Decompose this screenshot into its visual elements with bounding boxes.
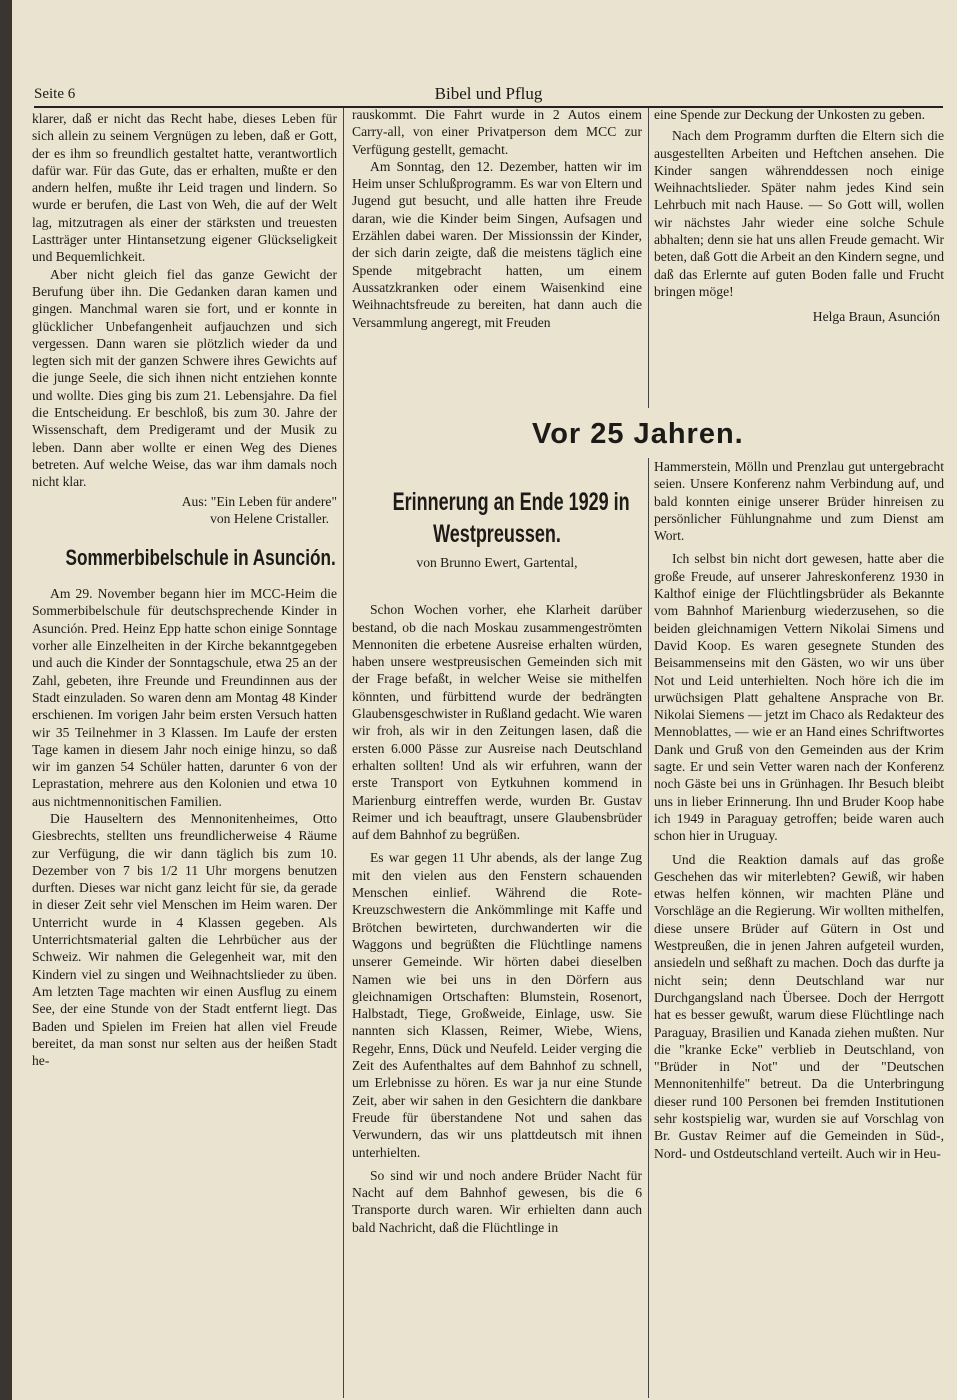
publication-title: Bibel und Pflug [434,84,543,103]
article-subheadline: Westpreussen. [433,520,561,548]
paragraph: Aber nicht gleich fiel das ganze Gewicht der Berufung über ihn. Die Gedanken daran kamen und gingen. Manchmal waren sie fort, und er konnte in glücklicher Unbefangenheit aufjauchzen und sich vergessen. Dann waren sie plötzlich wieder da und legten sich mit der ganzen Schwere ihres Gewichts auf die junge Seele, die sich ihnen nicht entziehen konnte und wollte. Dies ging bis zum 21. Lebensjahre. Da fiel die Entscheidung. Er beschloß, bis zum 30. Jahre der Wissenschaft, dem Predigeramt und der Musik zu leben. Dann aber wollte er einen Weg des Dienes betreten. Auf welche Weise, das war ihm damals noch nicht klar. [32,266,337,490]
paragraph: Es war gegen 11 Uhr abends, als der lange Zug mit den vielen aus den Fenstern schauenden Menschen einlief. Während die Rote-Kreuzschwestern die Ankömmlinge mit Kaffe und Brötchen bewirteten, durchwanderten wir die Waggons und begrüßten die Flüchtlinge namens unserer Gemeinde. Wir hörten dabei dieselben Namen wie bei uns in den Dörfern aus gleichnamigen Ortschaften: Blumstein, Rosenort, Halbstadt, Tiege, Großweide, Einlage, usw. Sie nannten sich Klassen, Reimer, Wiebe, Wiens, Regehr, Enns, Dück und Neufeld. Leider verging die Zeit des Aufenthaltes auf dem Bahnhof zu schnell, um Erlebnisse zu hören. Es war ja nur eine Stunde Zeit, aber wir sahen in den Gesichtern die dankbare Freude für überstandene Not und sahen das Verwundern, das wir uns plattdeutsch mit ihnen unterhielten. [352,850,642,1160]
paragraph: Ich selbst bin nicht dort gewesen, hatte aber die große Freude, auf unserer Jahreskonferenz 1930 in Kalthof einige der Flüchtlingsbrüder als Bekannte vom Bahnhof Marienburg wiederzusehen, so die beiden gleichnamigen Vettern Nikolai Simens und David Koop. Es waren gesegnete Stunden des Beisammenseins mit den Gästen, wo wir uns über Not und Leid unterhielten. Noch höre ich die im urwüchsigen Platt gehaltene Ansprache von Br. Nikolai Siemens — jetzt im Chaco als Redakteur des Mennoblattes, — wie er an Hand eines Schriftwortes Dank und Gruß von den Gemeinden aus der Krim sagte. Er und sein Vetter waren nach der Konferenz noch Gäste bei uns in Grünhagen. Ihr Besuch bleibt uns in lieber Erinnerung. Ihn und Bruder Koop habe ich 1949 in Paraguay getroffen; beide waren auch schon hier in Uruguay. [654,551,944,844]
column-divider-2-bottom [648,458,649,1398]
column-3 [654,106,944,326]
paragraph: Hammerstein, Mölln und Prenzlau gut untergebracht seien. Unsere Konferenz nahm Verbindung auf, und bald konnten einige unserer Brüder hinreisen zu persönlicher Fühlungnahme und zum Dienst am Wort. [654,459,944,544]
paragraph: Und die Reaktion damals auf das große Geschehen das wir miterlebten? Gewiß, wir haben etwas helfen können, wir machten Pläne und Vorschläge an die Regierung. Wir wollten mithelfen, diese unsere Brüder auf Gütern in Ost und Westpreußen, die in jenen Jahren aufgeteil wurden, ansiedeln und seßhaft zu machen. Doch das durfte ja nicht sein; denn Deutschland war nur Durchgangsland nach Übersee. Doch der Herrgott hat es besser gewußt, warum diese Flüchtlinge nach Paraguay, Brasilien und Kanada ziehen mußten. Nur die "kranke Ecke" verblieb in Deutschland, von "Brüder in Not" und der "Deutschen Mennonitenhilfe" betreut. Da die Unterbringung dieser rund 100 Personen bei fremden Institutionen sehr kostspielig war, wurden sie auf Vorschlag von Br. Gustav Reimer auf die Gemeinden in Süd-, Nord- und Ostdeutschland verteilt. Auch wir in Heu- [654,851,944,1161]
page-number: Seite 6 [34,86,76,102]
source-line: Aus: "Ein Leben für andere" [181,493,337,509]
paragraph: Am 29. November begann hier im MCC-Heim die Sommerbibelschule für deutschsprechende Kinder in Asunción. Pred. Heinz Epp hatte schon einige Sonntage vorher alle Einzelheiten in der Kirche bekanntgegeben und auch die Kinder der Sonntagschule, etwa 25 an der Zahl, gebeten, ihre Freunde und Freundinnen aus der Stadt einzuladen. So waren denn am Montag 48 Kinder erschienen. Im vorigen Jahr beim ersten Versuch hatten wir 35 Teilnehmer in 3 Klassen. Im Laufe der ersten Tage kamen in diesem Jahr noch einige hinzu, so daß wir im ganzen 54 Schüler hatten, darunter 6 von der Leprastation, mehrere aus den Kolonien und etwa 10 aus nichtmennonitischen Familien. [32,586,337,809]
paragraph: Am Sonntag, den 12. Dezember, hatten wir im Heim unser Schlußprogramm. Es war von Eltern und Jugend gut besucht, und alle hatten ihre Freude daran, wie die Kinder beim Singen, Aufsagen und Erzählen dabei waren. Der Missionssin der Kinder, der sich darin zeigte, daß die meistens täglich eine Spende mitgebracht hatten, um einem Aussatzkranken oder einem Waisenkind eine Weihnachtsfreude zu bereiten, hat dann auch die Versammlung angeregt, mit Freuden [352,158,642,330]
paragraph: klarer, daß er nicht das Recht habe, dieses Leben für sich allein zu seinem Vergnügen zu leben, daß er Gott, der es ihm so freundlich gestaltet hatte, verantwortlich dafür war. Für das Gute, das er erhalten, mußte er den andern helfen, mußte ihr Leid tragen und lindern. So wurde er berufen, die Last von Weh, die auf der Welt lag, mitzutragen als einer der stärksten und treuesten Lastträger unter Hintansetzung eigener Glückseligkeit und Bequemlichkeit. [32,111,337,265]
column-2-article [352,486,642,1236]
column-divider-2-top [648,108,649,408]
article-headline: Vor 25 Jahren. [532,418,744,450]
paragraph: eine Spende zur Deckung der Unkosten zu geben. [654,107,926,122]
newspaper-page [12,0,957,1400]
column-1 [32,110,337,1069]
article-author: von Brunno Ewert, Gartental, [416,555,578,570]
column-divider-1 [343,108,344,1398]
article-subheadline: Erinnerung an Ende 1929 in [392,488,630,516]
signature: Helga Braun, Asunción [812,309,940,325]
paragraph: Nach dem Programm durften die Eltern sich die ausgestellten Arbeiten und Heftchen ansehen. Die Kinder sangen währenddessen noch einige Weihnachtslieder. Später nahm jedes Kind sein Lehrbuch mit nach Hause. — So Gott will, wollen wir nächstes Jahr wieder eine solche Schule abhalten; denn sie hat uns allen Freude gemacht. Wir beten, daß Gott die Arbeit an den Kindern segne, und daß das Erlernte auf guten Boden falle und Frucht bringen möge! [654,128,944,299]
section-title: Sommerbibelschule in Asunción. [65,545,336,571]
paragraph: rauskommt. Die Fahrt wurde in 2 Autos einem Carry-all, von einer Privatperson dem MCC zur Verfügung gestellt, gemacht. [352,107,642,157]
paragraph: Die Hauseltern des Mennonitenheimes, Otto Giesbrechts, stellten uns freundlicherweise 4 Räume zur Verfügung, die wir dann täglich bis zum 10. Dezember von 7 bis 1/2 11 Uhr morgens benutzen durften. Dieses war nicht ganz leicht für sie, da gerade in dieser Zeit sehr viel Menschen im Heim waren. Der Unterricht wurde in 4 Klassen gegeben. Als Unterrichtsmaterial galten die Lehrbücher aus der Schweiz. Wir nahmen die Gelegenheit war, mit den Kindern viel zu singen und Weihnachtslieder zu üben. Am letzten Tage machten wir einen Ausflug zu einem See, der eine Stunde von der Stadt entfernt liegt. Das Baden und Spielen im Freien hat allen viel Freude bereitet, da man sonst nur selten aus der heißen Stadt he- [32,810,337,1069]
column-3-article [654,458,944,1162]
paragraph: Schon Wochen vorher, ehe Klarheit darüber bestand, ob die nach Moskau zusammengeströmten Mennoniten die erbetene Ausreise erhalten würden, haben unsere westpreusischen Gemeinden sich mit der Frage befaßt, in welcher Weise sie mithelfen könnten, und fürbittend wurde der bedrängten Glaubensgeschwister in Rußland gedacht. Wie waren wir froh, als wir in den Zeitungen lasen, daß die ersten 6.000 Pässe zur Ausreise nach Deutschland erhalten sollten! Und als wir erfuhren, wann der erste Transport von Eytkuhnen kommend in Marienburg eintreffen werde, wurden Br. Gustav Reimer und ich beauftragt, unsere Glaubensbrüder auf dem Bahnhof zu begrüßen. [352,602,642,843]
paragraph: So sind wir und noch andere Brüder Nacht für Nacht auf dem Bahnhof gewesen, bis die 6 Transporte durch waren. Wir erhielten dann auch bald Nachricht, daß die Flüchtlinge in [352,1167,642,1235]
column-2 [352,106,642,331]
source-author: von Helene Cristaller. [210,510,329,526]
page-header [34,84,943,106]
